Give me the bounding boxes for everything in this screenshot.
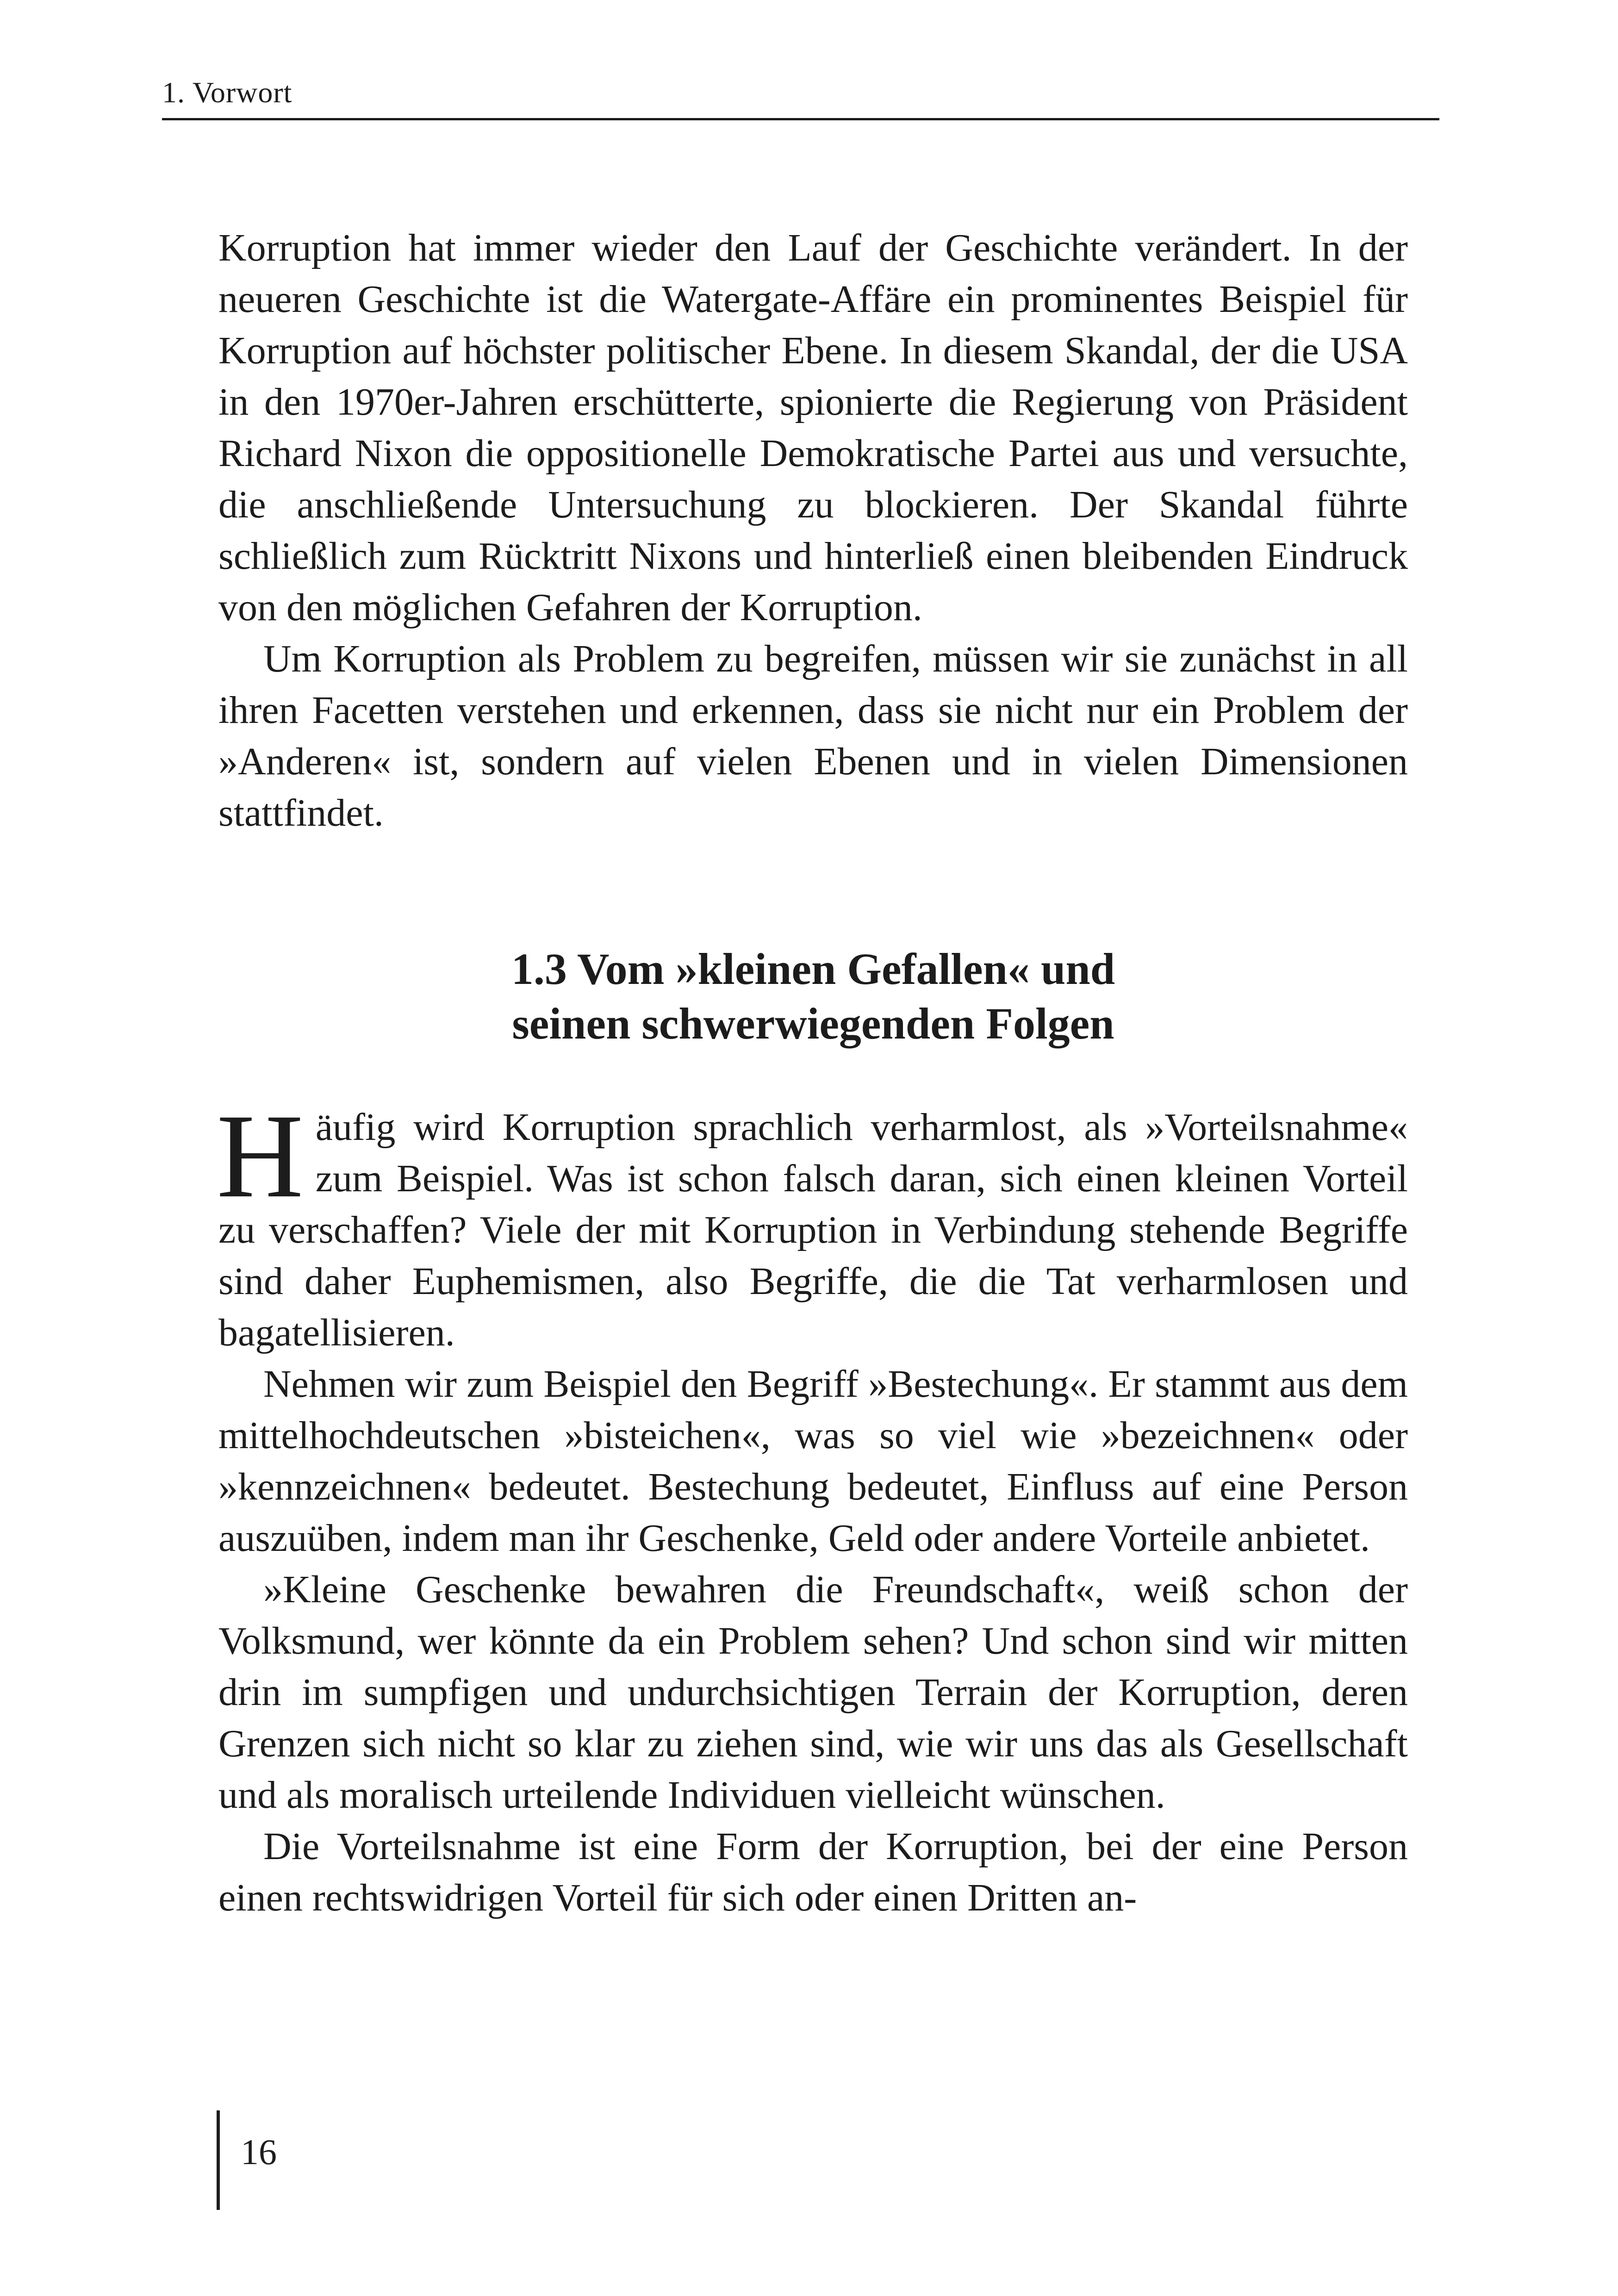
running-head: 1. Vorwort	[162, 76, 292, 109]
section-heading	[218, 942, 1408, 1051]
section-text-block	[217, 1089, 1408, 1923]
intro-text-block	[218, 222, 1408, 839]
page-number: 16	[241, 2132, 277, 2172]
drop-cap: H	[217, 1089, 304, 1223]
paragraph: Die Vorteilsnahme ist eine Form der Korruption, bei der eine Person einen rechtswidrigen Vorteil für sich oder einen Dritten an-	[218, 1825, 1408, 1919]
paragraph-with-dropcap	[217, 1089, 1408, 1358]
paragraph: Korruption hat immer wieder den Lauf der Geschichte verändert. In der neueren Geschichte ist die Watergate-Affäre ein prominentes Beispiel für Korruption auf höchster politischer Ebene. In diesem Skandal, der die USA in den 1970er-Jahren erschütterte, spionierte die Regierung von Präsident Richard Nixon die oppositionelle Demokratische Partei aus und versuchte, die anschließende Untersuchung zu blockieren. Der Skandal führte schließlich zum Rücktritt Nixons und hinterließ einen bleibenden Eindruck von den möglichen Gefahren der Korruption.	[218, 226, 1408, 629]
header-divider	[162, 118, 1439, 120]
paragraph: »Kleine Geschenke bewahren die Freundschaft«, weiß schon der Volksmund, wer könnte da ein Problem sehen? Und schon sind wir mitten drin im sumpfigen und undurchsichtigen Terrain der Korruption, deren Grenzen sich nicht so klar zu ziehen sind, wie wir uns das als Gesellschaft und als moralisch urteilende Individuen vielleicht wünschen.	[218, 1568, 1408, 1817]
page-number-rule	[217, 2110, 220, 2210]
paragraph-text: äufig wird Korruption sprachlich verharmlost, als »Vorteilsnahme« zum Beispiel. Was ist schon falsch daran, sich einen kleinen Vorteil zu verschaffen? Viele der mit Korruption in Verbindung stehende Begriffe sind daher Euphemismen, also Begriffe, die die Tat verharmlosen und bagatellisieren.	[218, 1106, 1408, 1354]
section-heading-line: seinen schwerwiegenden Folgen	[512, 999, 1114, 1048]
paragraph: Um Korruption als Problem zu begreifen, müssen wir sie zunächst in all ihren Facetten verstehen und erkennen, dass sie nicht nur ein Problem der »Anderen« ist, sondern auf vielen Ebenen und in vielen Dimensionen stattfindet.	[218, 637, 1408, 834]
paragraph: Nehmen wir zum Beispiel den Begriff »Bestechung«. Er stammt aus dem mittelhochdeutschen »bisteichen«, was so viel wie »bezeichnen« oder »kennzeichnen« bedeutet. Bestechung bedeutet, Einfluss auf eine Person auszuüben, indem man ihr Geschenke, Geld oder andere Vorteile anbietet.	[218, 1363, 1408, 1560]
section-heading-line: 1.3 Vom »kleinen Gefallen« und	[511, 944, 1115, 994]
